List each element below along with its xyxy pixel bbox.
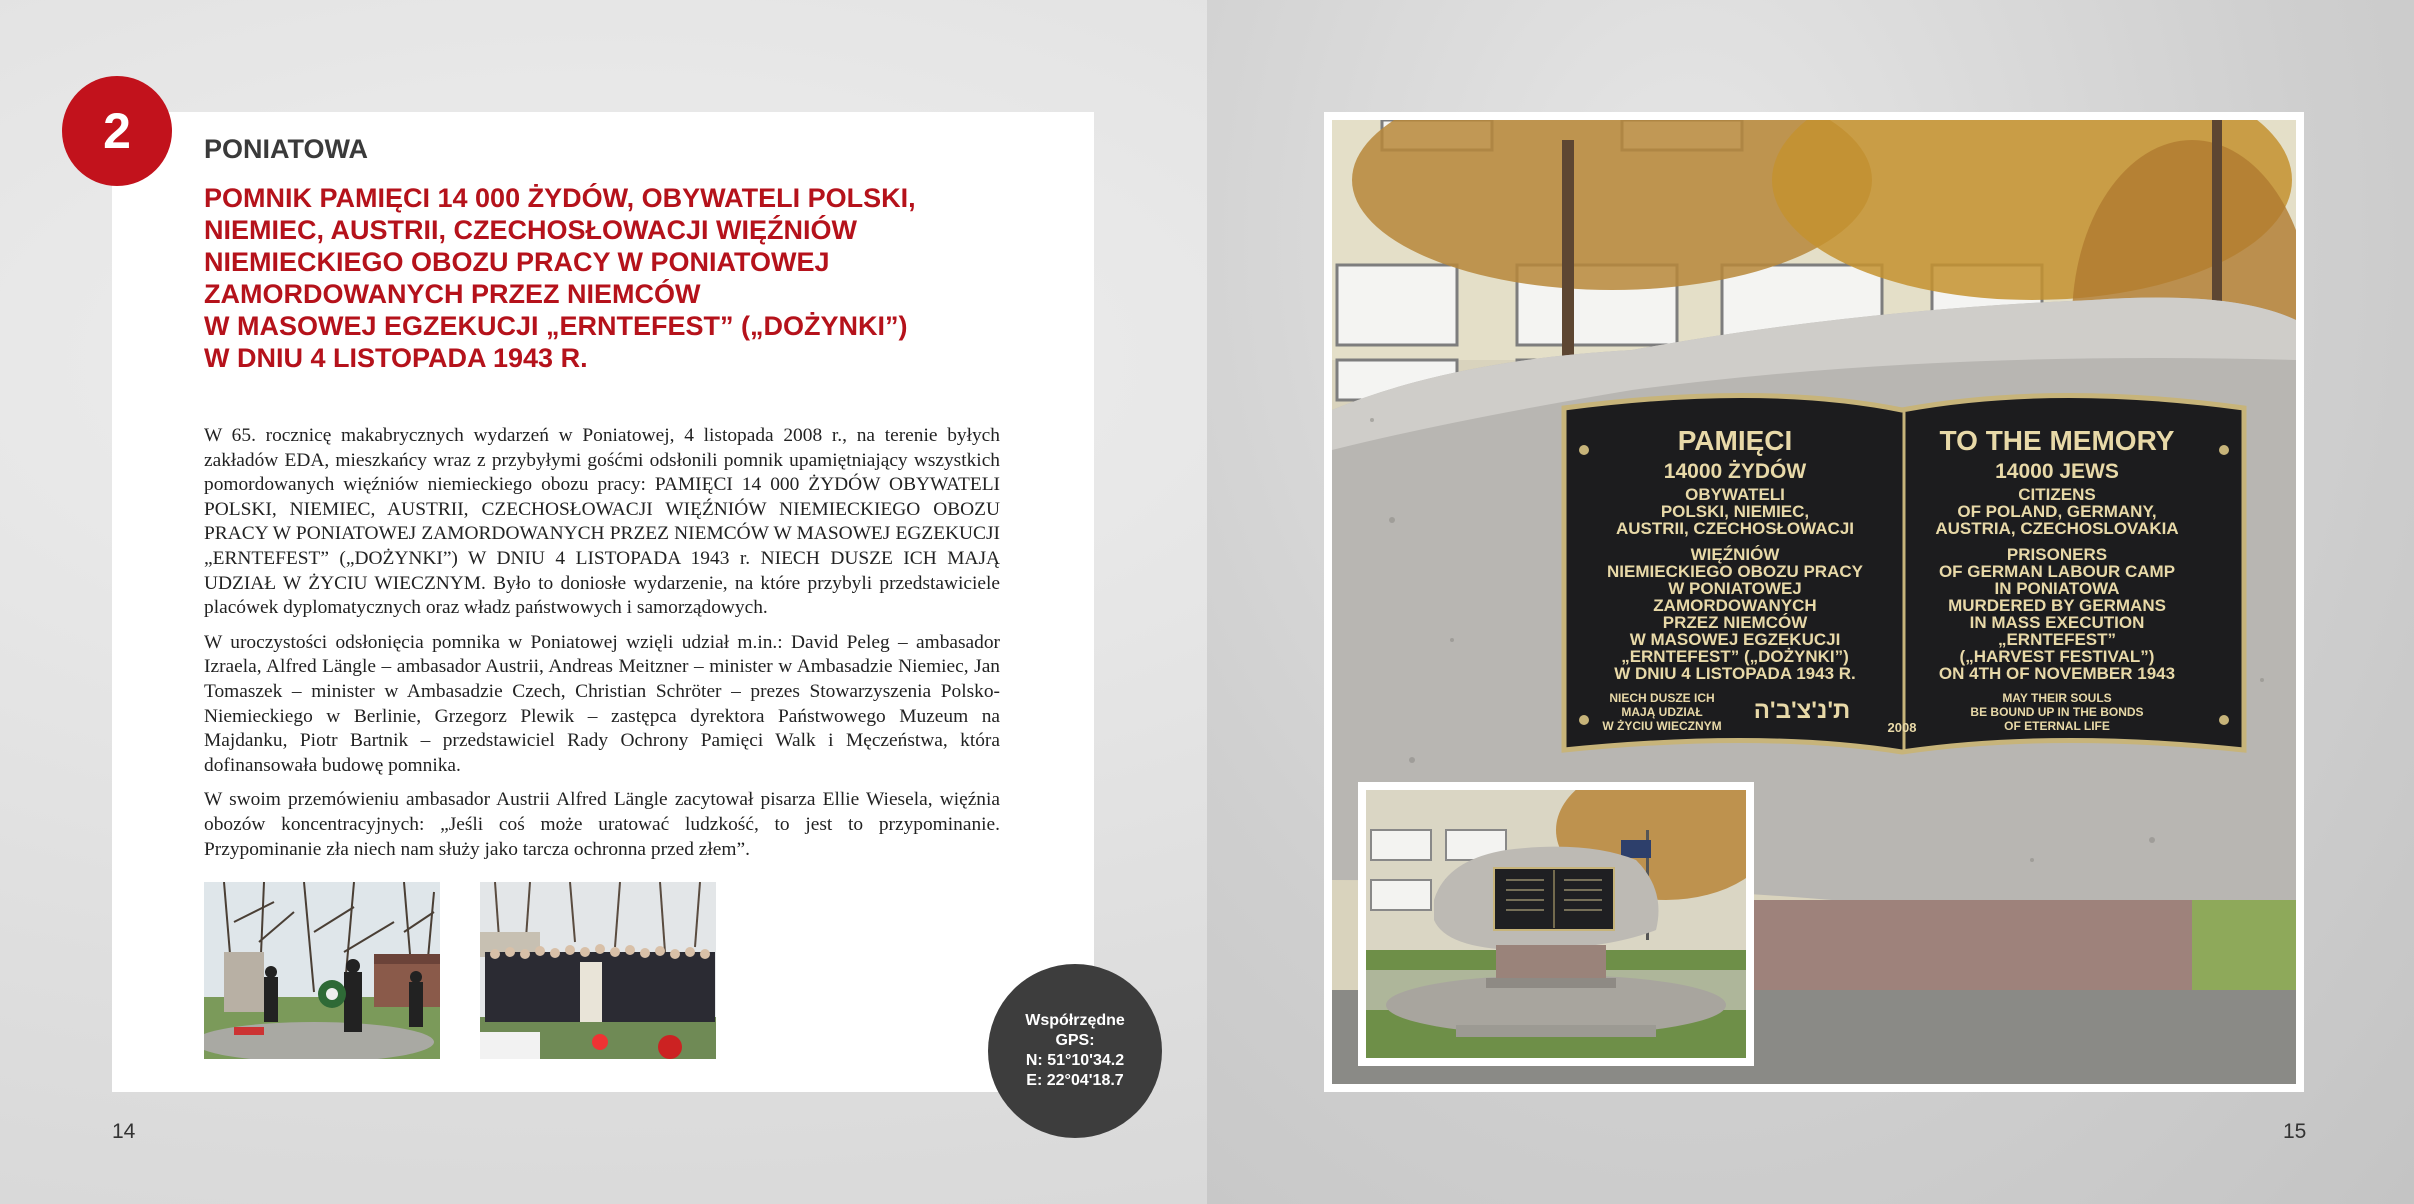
plaque-english-line: ON 4TH OF NOVEMBER 1943 bbox=[1938, 664, 2176, 683]
article-body bbox=[204, 424, 1000, 872]
title-line: NIEMIEC, AUSTRII, CZECHOSŁOWACJI WIĘŹNIÓW bbox=[204, 215, 857, 245]
plaque-english-footer: MAY THEIR SOULS bbox=[2002, 691, 2112, 705]
plaque-english-line: AUSTRIA, CZECHOSLOVAKIA bbox=[1935, 519, 2179, 538]
plaque-hebrew-year: ת'נ'צ'ב'ה bbox=[1753, 697, 1851, 724]
gps-coordinates-circle bbox=[988, 964, 1162, 1138]
plaque-polish-line: POLSKI, NIEMIEC, bbox=[1660, 502, 1810, 521]
plaque-english-line: CITIZENS bbox=[2018, 485, 2096, 504]
plaque-polish-footer: NIECH DUSZE ICH bbox=[1609, 691, 1715, 705]
plaque-english-line: IN MASS EXECUTION bbox=[1969, 613, 2145, 632]
paragraph: W uroczystości odsłonięcia pomnika w Poniatowej wzięli udział m.in.: David Peleg – ambasador Izraela, Alfred Längle – ambasador Austrii, Andreas Meitzner – minister w Ambasadzie Niemiec, Jan Tomaszek – minister w Ambasadzie Czech, Christian Schröter – prezes Stowarzyszenia Polsko-Niemieckiego w Berlinie, Grzegorz Plewik – zastępca dyrektora Państwowego Muzeum na Majdanku, Piotr Bartnik – przedstawiciel Rady Ochrony Pamięci Walk i Męczeństwa, która dofinansowała budowę pomnika. bbox=[204, 631, 1000, 776]
place-name: PONIATOWA bbox=[204, 134, 369, 164]
plaque-english-line: IN PONIATOWA bbox=[1994, 579, 2120, 598]
plaque-polish-heading: PAMIĘCI bbox=[1677, 425, 1793, 456]
chapter-number: 2 bbox=[103, 103, 131, 159]
plaque-year: 2008 bbox=[1887, 720, 1917, 735]
plaque-polish-line: 14000 ŻYDÓW bbox=[1663, 460, 1807, 483]
chapter-number-badge bbox=[62, 76, 172, 186]
plaque-polish-line: W DNIU 4 LISTOPADA 1943 R. bbox=[1614, 664, 1856, 683]
plaque-polish-line: WIĘŹNIÓW bbox=[1690, 545, 1780, 564]
plaque-polish-line: PRZEZ NIEMCÓW bbox=[1662, 613, 1808, 632]
plaque-polish-line: OBYWATELI bbox=[1685, 485, 1785, 504]
plaque-polish-line: „ERNTEFEST” („DOŻYNKI”) bbox=[1621, 647, 1849, 666]
gps-east: E: 22°04'18.7 bbox=[1026, 1072, 1124, 1089]
ceremony-photo-wreath bbox=[204, 882, 440, 1059]
plaque-english-line: („HARVEST FESTIVAL”) bbox=[1959, 647, 2155, 666]
ceremony-photo-crowd bbox=[480, 882, 716, 1059]
plaque-english-line: „ERNTEFEST” bbox=[1997, 630, 2117, 649]
paragraph: W swoim przemówieniu ambasador Austrii Alfred Längle zacytował pisarza Ellie Wiesela, więźnia obozów koncentracyjnych: „Jeśli coś może uratować ludzkość, to jest to przypominanie. Przypominanie zła niech nam służy jako tarcza ochronna przed złem”. bbox=[204, 789, 1000, 860]
plaque-english-line: PRISONERS bbox=[2006, 545, 2108, 564]
plaque-polish-footer: MAJĄ UDZIAŁ bbox=[1621, 705, 1703, 719]
title-line: W MASOWEJ EGZEKUCJI „ERNTEFEST” („DOŻYNKI”) bbox=[204, 311, 908, 341]
plaque-polish-footer: W ŻYCIU WIECZNYM bbox=[1602, 719, 1722, 733]
plaque-polish-line: W MASOWEJ EGZEKUCJI bbox=[1629, 630, 1841, 649]
title-line: ZAMORDOWANYCH PRZEZ NIEMCÓW bbox=[204, 279, 701, 309]
plaque-polish-line: ZAMORDOWANYCH bbox=[1653, 596, 1817, 615]
gps-label-2: GPS: bbox=[1055, 1032, 1095, 1049]
paragraph: W 65. rocznicę makabrycznych wydarzeń w Poniatowej, 4 listopada 2008 r., na terenie byłych zakładów EDA, mieszkańcy wraz z przybyłymi gośćmi odsłonili pomnik upamiętniający wszystkich pomordowanych więźniów niemieckiego obozu pracy: PAMIĘCI 14 000 ŻYDÓW OBYWATELI POLSKI, NIEMIEC, AUSTRII, CZECHOSŁOWACJI WIĘŹNIÓW NIEMIECKIEGO OBOZU PRACY W PONIATOWEJ ZAMORDOWANYCH PRZEZ NIEMCÓW W MASOWEJ EGZEKUCJI „ERNTEFEST” („DOŻYNKI”) W DNIU 4 LISTOPADA 1943 r. NIECH DUSZE ICH MAJĄ UDZIAŁ W ŻYCIU WIECZNYM. Było to doniosłe wydarzenie, na które przybyli przedstawiciele placówek dyplomatycznych oraz władz państwowych i samorządowych. bbox=[204, 425, 1000, 619]
gps-label: Współrzędne bbox=[1025, 1012, 1125, 1029]
plaque-english-footer: OF ETERNAL LIFE bbox=[2004, 719, 2110, 733]
plaque-english-line: MURDERED BY GERMANS bbox=[1948, 596, 2166, 615]
title-line: NIEMIECKIEGO OBOZU PRACY W PONIATOWEJ bbox=[204, 247, 830, 277]
title-line: POMNIK PAMIĘCI 14 000 ŻYDÓW, OBYWATELI POLSKI, bbox=[204, 183, 916, 213]
title-line: W DNIU 4 LISTOPADA 1943 R. bbox=[204, 343, 588, 373]
monument-title bbox=[204, 182, 1004, 374]
gps-north: N: 51°10'34.2 bbox=[1025, 1052, 1125, 1069]
plaque-english-footer: BE BOUND UP IN THE BONDS bbox=[1970, 705, 2144, 719]
page-number-right: 15 bbox=[2283, 1120, 2307, 1143]
plaque-polish-line: W PONIATOWEJ bbox=[1668, 579, 1802, 598]
plaque-english-line: 14000 JEWS bbox=[1995, 460, 2119, 483]
plaque-polish-line: NIEMIECKIEGO OBOZU PRACY bbox=[1607, 562, 1863, 581]
monument-overview-photo bbox=[1366, 790, 1746, 1058]
plaque-english-heading: TO THE MEMORY bbox=[1939, 425, 2175, 456]
page-number-left: 14 bbox=[112, 1120, 136, 1143]
plaque-polish-line: AUSTRII, CZECHOSŁOWACJI bbox=[1615, 519, 1855, 538]
plaque-english-line: OF POLAND, GERMANY, bbox=[1957, 502, 2157, 521]
plaque-english-line: OF GERMAN LABOUR CAMP bbox=[1938, 562, 2176, 581]
